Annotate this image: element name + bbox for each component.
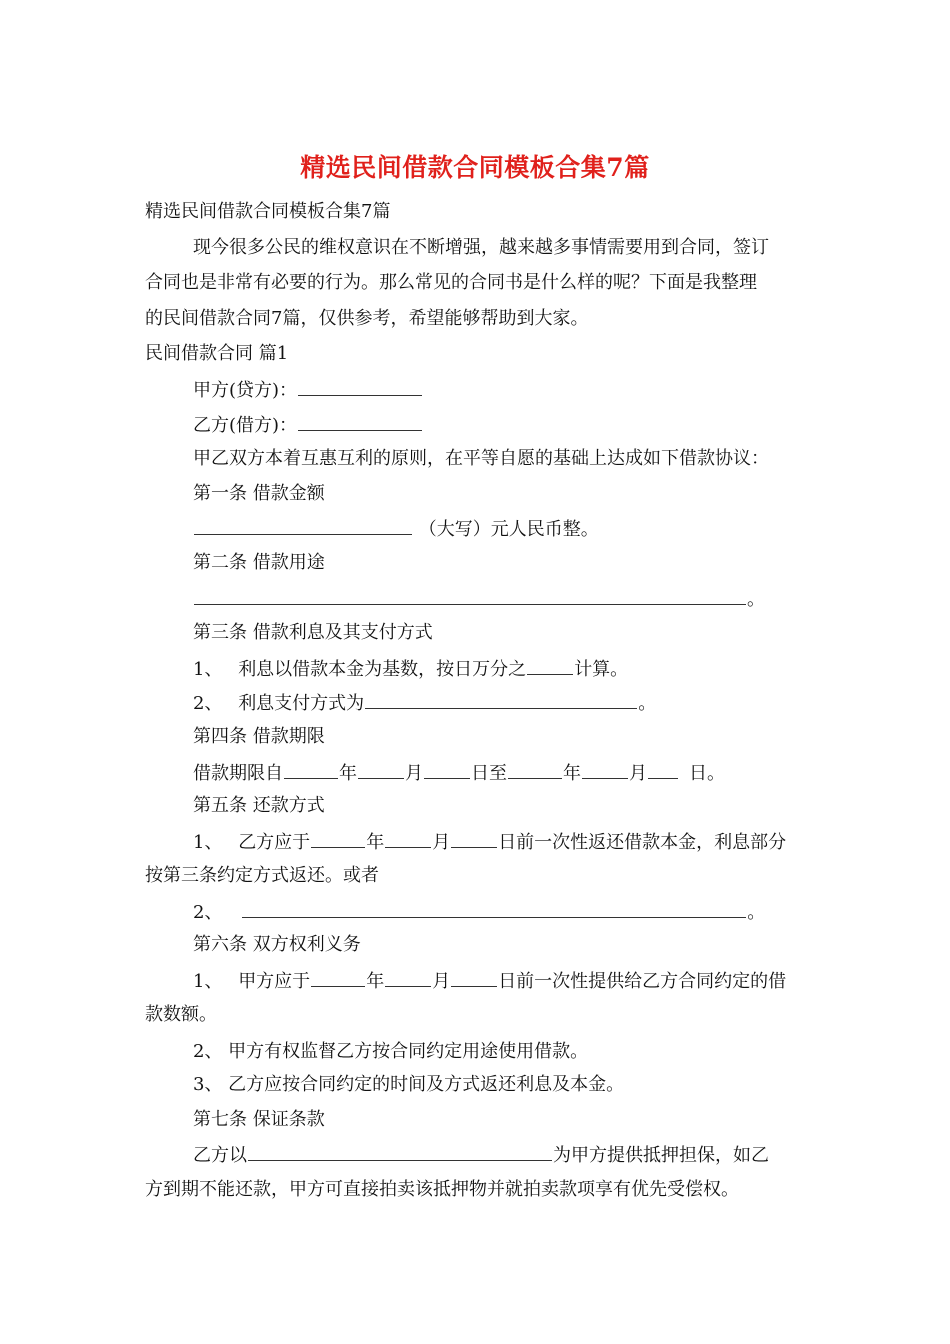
amount-blank: [194, 516, 412, 535]
item-text: 为甲方提供抵押担保，如乙: [553, 1145, 769, 1166]
repay-year-blank: [311, 829, 365, 848]
intro-line-3: 的民间借款合同7篇，仅供参考，希望能够帮助到大家。: [145, 308, 589, 329]
year-label: 年: [366, 971, 385, 992]
amount-text: （大写）元人民币整。: [418, 519, 599, 540]
article-6-item-3: 3、 乙方应按合同约定的时间及方式返还利息及本金。: [193, 1074, 625, 1095]
item-text: 日前一次性提供给乙方合同约定的借: [498, 971, 787, 992]
end-day-blank: [648, 760, 678, 779]
provide-month-blank: [385, 968, 431, 987]
item-text: 乙方应于: [238, 832, 311, 853]
repay-day-blank: [451, 829, 497, 848]
collateral-blank: [248, 1142, 552, 1161]
article-6-item-1: [193, 968, 786, 994]
item-text: 日前一次性返还借款本金，利息部分: [498, 832, 787, 853]
item-number: 1、: [193, 659, 223, 680]
article-1-line: [193, 516, 599, 542]
document-title: 精选民间借款合同模板合集7篇: [300, 153, 650, 182]
interest-rate-blank: [527, 656, 573, 675]
alt-repay-blank: [242, 899, 746, 918]
party-b-label: 乙方(借方)：: [193, 415, 298, 436]
article-6-heading: 第六条 双方权利义务: [193, 934, 361, 955]
article-5-item-1-cont: 按第三条约定方式返还。或者: [145, 865, 379, 886]
party-a-label: 甲方(贷方)：: [193, 380, 298, 401]
article-4-line: [193, 760, 725, 786]
item-number: 1、: [193, 832, 223, 853]
day-label: 日。: [689, 763, 725, 784]
start-day-blank: [424, 760, 470, 779]
end-month-blank: [582, 760, 628, 779]
item-text: 利息以借款本金为基数，按日万分之: [238, 659, 527, 680]
article-3-item-2: [193, 690, 656, 716]
article-3-heading: 第三条 借款利息及其支付方式: [193, 622, 433, 643]
article-5-heading: 第五条 还款方式: [193, 795, 325, 816]
provide-day-blank: [451, 968, 497, 987]
article-5-item-1: [193, 829, 786, 855]
party-a-blank: [298, 377, 422, 396]
day-label: 日至: [471, 763, 507, 784]
repay-month-blank: [385, 829, 431, 848]
item-number: 1、: [193, 971, 223, 992]
start-year-blank: [284, 760, 338, 779]
contract-heading: 民间借款合同 篇1: [145, 343, 289, 364]
item-text: 。: [638, 693, 657, 714]
article-5-item-2: [193, 899, 765, 925]
item-end: 。: [747, 902, 766, 923]
article-2-heading: 第二条 借款用途: [193, 552, 325, 573]
article-7-line-2: 方到期不能还款，甲方可直接拍卖该抵押物并就拍卖款项享有优先受偿权。: [145, 1179, 739, 1200]
month-label: 月: [432, 971, 451, 992]
purpose-blank: [194, 586, 746, 605]
year-label: 年: [563, 763, 581, 784]
preamble: 甲乙双方本着互惠互利的原则，在平等自愿的基础上达成如下借款协议：: [193, 448, 769, 469]
article-7-line-1: [193, 1142, 769, 1168]
month-label: 月: [405, 763, 423, 784]
intro-line-2: 合同也是非常有必要的行为。那么常见的合同书是什么样的呢？下面是我整理: [145, 272, 757, 293]
subtitle: 精选民间借款合同模板合集7篇: [145, 201, 391, 222]
article-3-item-1: [193, 656, 628, 682]
article-7-heading: 第七条 保证条款: [193, 1109, 325, 1130]
period-text: 借款期限自: [193, 763, 283, 784]
year-label: 年: [339, 763, 357, 784]
purpose-end: 。: [747, 589, 765, 610]
item-text: 计算。: [574, 659, 629, 680]
year-label: 年: [366, 832, 385, 853]
month-label: 月: [629, 763, 647, 784]
article-6-item-1-cont: 款数额。: [145, 1004, 217, 1025]
payment-method-blank: [365, 690, 637, 709]
item-number: 2、: [193, 902, 223, 923]
intro-line-1: 现今很多公民的维权意识在不断增强，越来越多事情需要用到合同，签订: [193, 237, 769, 258]
item-text: 甲方应于: [238, 971, 311, 992]
provide-year-blank: [311, 968, 365, 987]
month-label: 月: [432, 832, 451, 853]
item-text: 利息支付方式为: [238, 693, 365, 714]
party-a-line: [193, 377, 423, 403]
article-6-item-2: 2、 甲方有权监督乙方按合同约定用途使用借款。: [193, 1041, 589, 1062]
party-b-blank: [298, 412, 422, 431]
article-1-heading: 第一条 借款金额: [193, 483, 325, 504]
article-4-heading: 第四条 借款期限: [193, 726, 325, 747]
item-number: 2、: [193, 693, 223, 714]
end-year-blank: [508, 760, 562, 779]
start-month-blank: [358, 760, 404, 779]
article-2-line: [193, 586, 765, 612]
party-b-line: [193, 412, 423, 438]
item-text: 乙方以: [193, 1145, 247, 1166]
